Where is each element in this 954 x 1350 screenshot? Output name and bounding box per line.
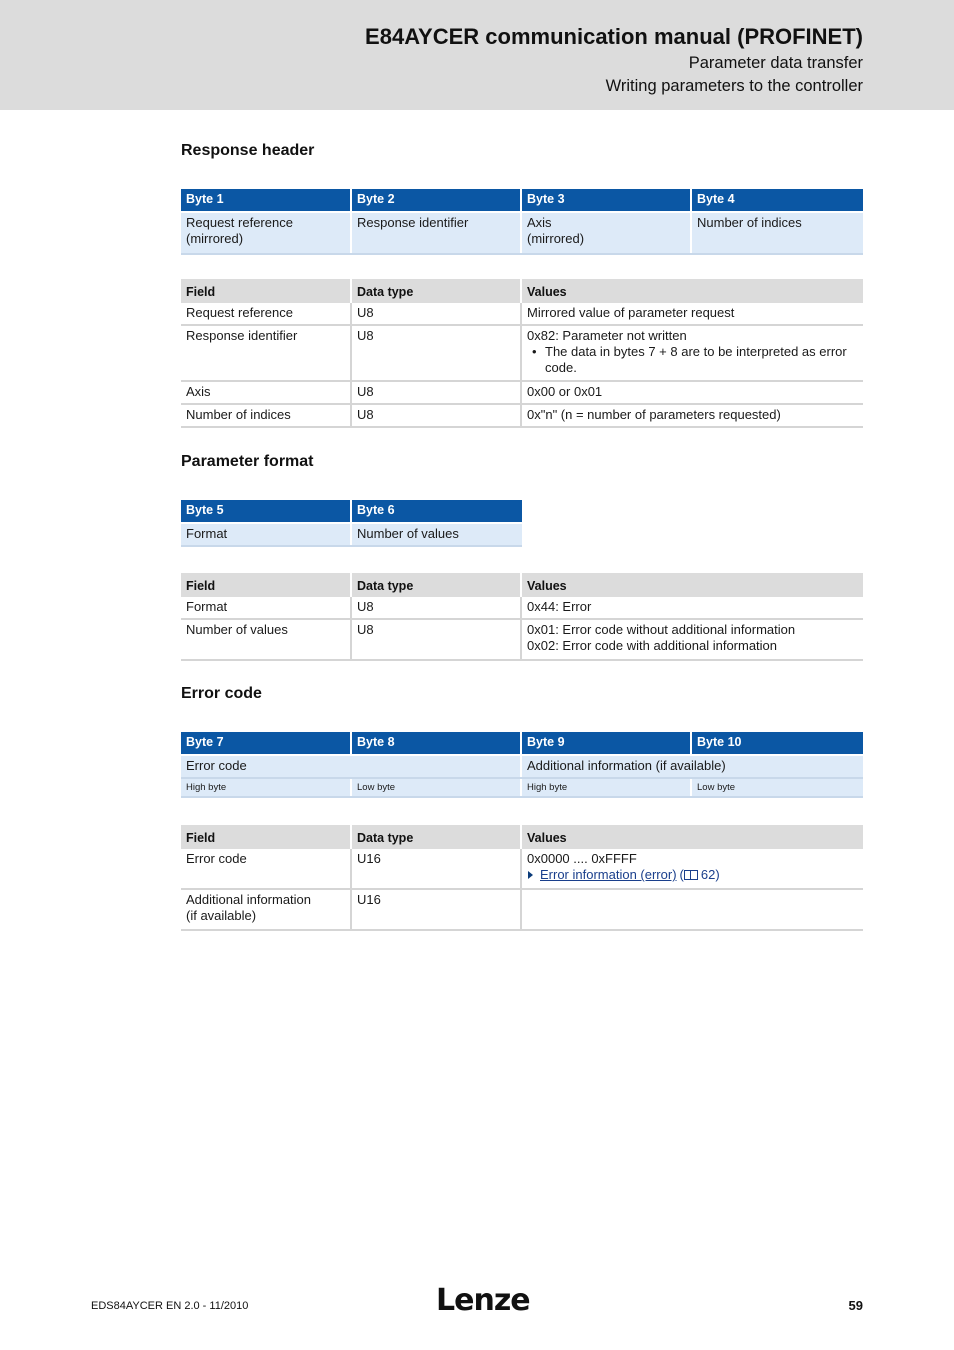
parameter-format-heading: Parameter format [181,453,314,470]
table-row [181,381,863,404]
field-header-cell: Field [181,573,351,597]
value-cell: Mirrored value of parameter request [521,303,863,325]
byte-cell: Number of values [351,523,522,546]
byte-cell [521,212,691,254]
value-cell [521,619,863,660]
byte-cell [691,212,863,254]
chapter-title: Parameter data transfer [688,54,863,72]
response-header-byte-table [181,189,863,255]
cross-reference [527,867,858,883]
byte-header-cell: Byte 10 [691,732,863,755]
byte-header-cell: Byte 9 [521,732,691,755]
field-cell: Response identifier [181,325,351,381]
field-header-cell: Values [521,825,863,849]
byte-header-cell: Byte 7 [181,732,351,755]
response-header-heading: Response header [181,142,315,159]
type-cell: U8 [351,303,521,325]
value-cell: 0x"n" (n = number of parameters requested) [521,404,863,427]
table-row [181,325,863,381]
response-header-field-table [181,279,863,428]
byte-cell [181,212,351,254]
error-code-field-table [181,825,863,931]
value-cell [521,849,863,889]
field-cell: Axis [181,381,351,404]
table-row [181,889,863,930]
field-cell: Format [181,597,351,619]
cell-line: Response identifier [357,215,469,230]
cell-line: Number of indices [697,215,802,230]
bullet-item [545,344,858,376]
error-code-heading: Error code [181,685,262,702]
type-cell: U8 [351,325,521,381]
bullet-list [527,344,858,376]
byte-header-row [181,189,863,212]
byte-header-row [181,732,863,755]
field-header-cell: Field [181,825,351,849]
cell-line: (if available) [186,908,257,923]
field-header-cell: Data type [351,279,521,303]
byte-header-row [181,500,522,523]
value-line: 0x02: Error code with additional information [527,638,778,653]
table-row [181,303,863,325]
type-cell: U16 [351,889,521,930]
document-title: E84AYCER communication manual (PROFINET) [365,24,863,49]
bullet-text: The data in bytes 7 + 8 are to be interpreted as error [545,344,847,359]
triangle-right-icon [528,871,533,879]
field-header-cell: Values [521,573,863,597]
field-header-row [181,825,863,849]
document-id: EDS84AYCER EN 2.0 - 11/2010 [91,1300,249,1312]
field-cell: Error code [181,849,351,889]
book-icon [684,870,698,880]
value-cell: 0x44: Error [521,597,863,619]
page-ref-open [680,867,720,883]
cell-line: (mirrored) [186,231,244,246]
byte-cell: Error code [181,755,521,778]
byte-subrow [181,778,863,797]
byte-header-cell: Byte 5 [181,500,351,523]
table-row [181,404,863,427]
paren-open: ( [679,867,684,882]
type-cell: U8 [351,381,521,404]
cell-line: Request reference [186,215,293,230]
byte-header-cell: Byte 6 [351,500,522,523]
byte-subcell: High byte [181,778,351,797]
value-cell [521,325,863,381]
field-cell [181,889,351,930]
cell-line: Axis [527,215,552,230]
table-row [181,619,863,660]
type-cell: U16 [351,849,521,889]
table-row [181,597,863,619]
value-line: 0x82: Parameter not written [527,328,687,343]
page-number: 59 [848,1298,863,1313]
byte-header-cell: Byte 3 [521,189,691,212]
byte-header-cell: Byte 2 [351,189,521,212]
byte-subcell: Low byte [691,778,863,797]
byte-cell: Additional information (if available) [521,755,863,778]
byte-header-cell: Byte 8 [351,732,521,755]
lenze-logo: Lenze [436,1283,530,1318]
error-information-link[interactable]: Error information (error) [540,867,677,882]
field-header-cell: Field [181,279,351,303]
field-cell: Request reference [181,303,351,325]
value-line: 0x01: Error code without additional information [527,622,796,637]
field-cell: Number of values [181,619,351,660]
error-code-byte-table [181,732,863,798]
type-cell: U8 [351,619,521,660]
parameter-format-field-table [181,573,863,661]
field-header-cell: Data type [351,825,521,849]
byte-cell: Format [181,523,351,546]
cell-line: Additional information [186,892,312,907]
type-cell: U8 [351,404,521,427]
field-header-row [181,573,863,597]
bullet-text: code. [545,360,577,375]
byte-content-row [181,755,863,778]
byte-subcell: High byte [521,778,691,797]
byte-cell [351,212,521,254]
parameter-format-byte-table [181,500,522,547]
byte-header-cell: Byte 1 [181,189,351,212]
field-header-cell: Values [521,279,863,303]
field-header-cell: Data type [351,573,521,597]
value-cell [521,889,863,930]
byte-content-row [181,212,863,254]
byte-header-cell: Byte 4 [691,189,863,212]
byte-content-row [181,523,522,546]
field-header-row [181,279,863,303]
table-row [181,849,863,889]
field-cell: Number of indices [181,404,351,427]
byte-subcell: Low byte [351,778,521,797]
section-title: Writing parameters to the controller [605,77,863,95]
value-line: 0x0000 .... 0xFFFF [527,851,637,866]
cell-line: (mirrored) [527,231,585,246]
value-cell: 0x00 or 0x01 [521,381,863,404]
page-ref-number[interactable]: 62) [700,867,720,882]
type-cell: U8 [351,597,521,619]
